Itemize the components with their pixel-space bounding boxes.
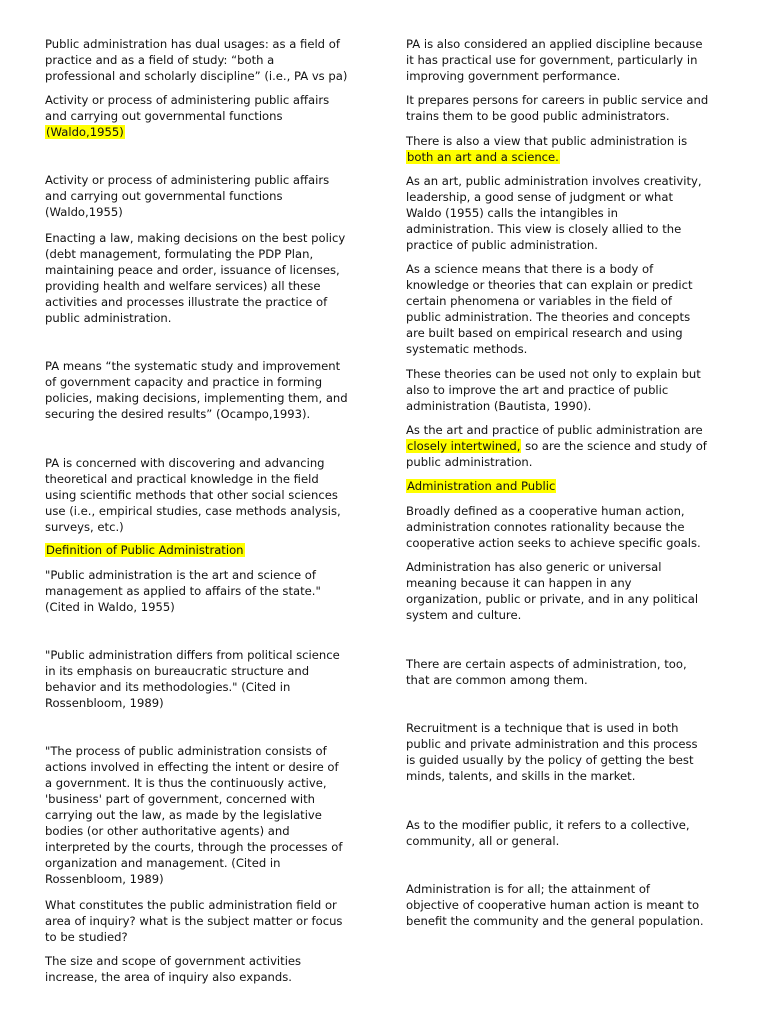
paragraph-pa-concerned: PA is concerned with discovering and advancing theoretical and practical knowledge in the field using scientific methods that other social sciences use (i.e., empirical studies, case methods analysis, surveys, etc.) <box>45 456 341 534</box>
heading-definition-public-administration <box>45 542 370 558</box>
paragraph-text-after: so are the science and study of public administration. <box>406 439 707 469</box>
paragraph-broadly-defined: Broadly defined as a cooperative human action, administration connotes rationality because the cooperative action seeks to achieve specific goals. <box>406 504 701 550</box>
paragraph-intertwined <box>406 422 731 470</box>
paragraph-text: Activity or process of administering public affairs and carrying out governmental functions <box>45 93 330 123</box>
paragraph-size-scope: The size and scope of government activities increase, the area of inquiry also expands. <box>45 954 302 984</box>
paragraph-applied-discipline: PA is also considered an applied discipline because it has practical use for government, particularly in improving government performance. <box>406 37 703 83</box>
paragraph-generic-meaning: Administration has also generic or universal meaning because it can happen in any organization, public or private, and in any political system and culture. <box>406 560 699 622</box>
highlighted-heading: Definition of Public Administration <box>46 543 244 557</box>
highlighted-phrase: both an art and a science. <box>407 150 559 164</box>
paragraph-modifier-public: As to the modifier public, it refers to a collective, community, all or general. <box>406 818 690 848</box>
paragraph-text: There is also a view that public administration is <box>406 134 688 148</box>
paragraph-activity-process-highlighted <box>45 92 370 140</box>
highlighted-heading: Administration and Public <box>407 479 556 493</box>
paragraph-art-and-science-quote: "Public administration is the art and science of management as applied to affairs of the state." (Cited in Waldo, 1955) <box>45 568 321 614</box>
highlighted-citation: (Waldo,1955) <box>46 125 124 139</box>
paragraph-as-an-art: As an art, public administration involves creativity, leadership, a good sense of judgment or what Waldo (1955) calls the intangibles in administration. This view is closely allied to the practice of public administration. <box>406 174 702 252</box>
paragraph-administration-for-all: Administration is for all; the attainment of objective of cooperative human action is meant to benefit the community and the general population. <box>406 882 704 928</box>
paragraph-art-science-view <box>406 133 731 165</box>
highlighted-phrase: closely intertwined, <box>407 439 521 453</box>
paragraph-pa-means: PA means “the systematic study and improvement of government capacity and practice in forming policies, making decisions, implementing them, and securing the desired results” (Ocampo,1993). <box>45 359 348 421</box>
paragraph-field-question: What constitutes the public administration field or area of inquiry? what is the subject matter or focus to be studied? <box>45 898 343 944</box>
paragraph-text-before: As the art and practice of public administration are <box>406 423 703 437</box>
paragraph-common-aspects: There are certain aspects of administration, too, that are common among them. <box>406 657 687 687</box>
paragraph-dual-usages: Public administration has dual usages: as a field of practice and as a field of study: “both a professional and scholarly discipline” (i.e., PA vs pa) <box>45 37 348 83</box>
paragraph-process-quote: "The process of public administration consists of actions involved in effecting the intent or desire of a government. It is thus the continuously active, 'business' part of government, concerned with carrying out the law, as made by the legislative bodies (or other authoritative agents) and interpreted by the courts, through the processes of organization and management. (Cited in Rossenbloom, 1989) <box>45 744 343 886</box>
paragraph-political-science-quote: "Public administration differs from political science in its emphasis on bureaucratic structure and behavior and its methodologies." (Cited in Rossenbloom, 1989) <box>45 648 340 710</box>
paragraph-enacting-law: Enacting a law, making decisions on the best policy (debt management, formulating the PDP Plan, maintaining peace and order, issuance of licenses, providing health and welfare services) all these activities and processes illustrate the practice of public administration. <box>45 231 346 325</box>
paragraph-as-a-science: As a science means that there is a body of knowledge or theories that can explain or predict certain phenomena or variables in the field of public administration. The theories and concepts are built based on empirical research and using systematic methods. <box>406 262 693 356</box>
paragraph-careers: It prepares persons for careers in public service and trains them to be good public administrators. <box>406 93 709 123</box>
heading-administration-and-public <box>406 478 731 494</box>
paragraph-theories: These theories can be used not only to explain but also to improve the art and practice of public administration (Bautista, 1990). <box>406 367 701 413</box>
paragraph-activity-process: Activity or process of administering public affairs and carrying out governmental functions (Waldo,1955) <box>45 173 330 219</box>
paragraph-recruitment: Recruitment is a technique that is used in both public and private administration and this process is guided usually by the policy of getting the best minds, talents, and skills in the market. <box>406 721 698 783</box>
